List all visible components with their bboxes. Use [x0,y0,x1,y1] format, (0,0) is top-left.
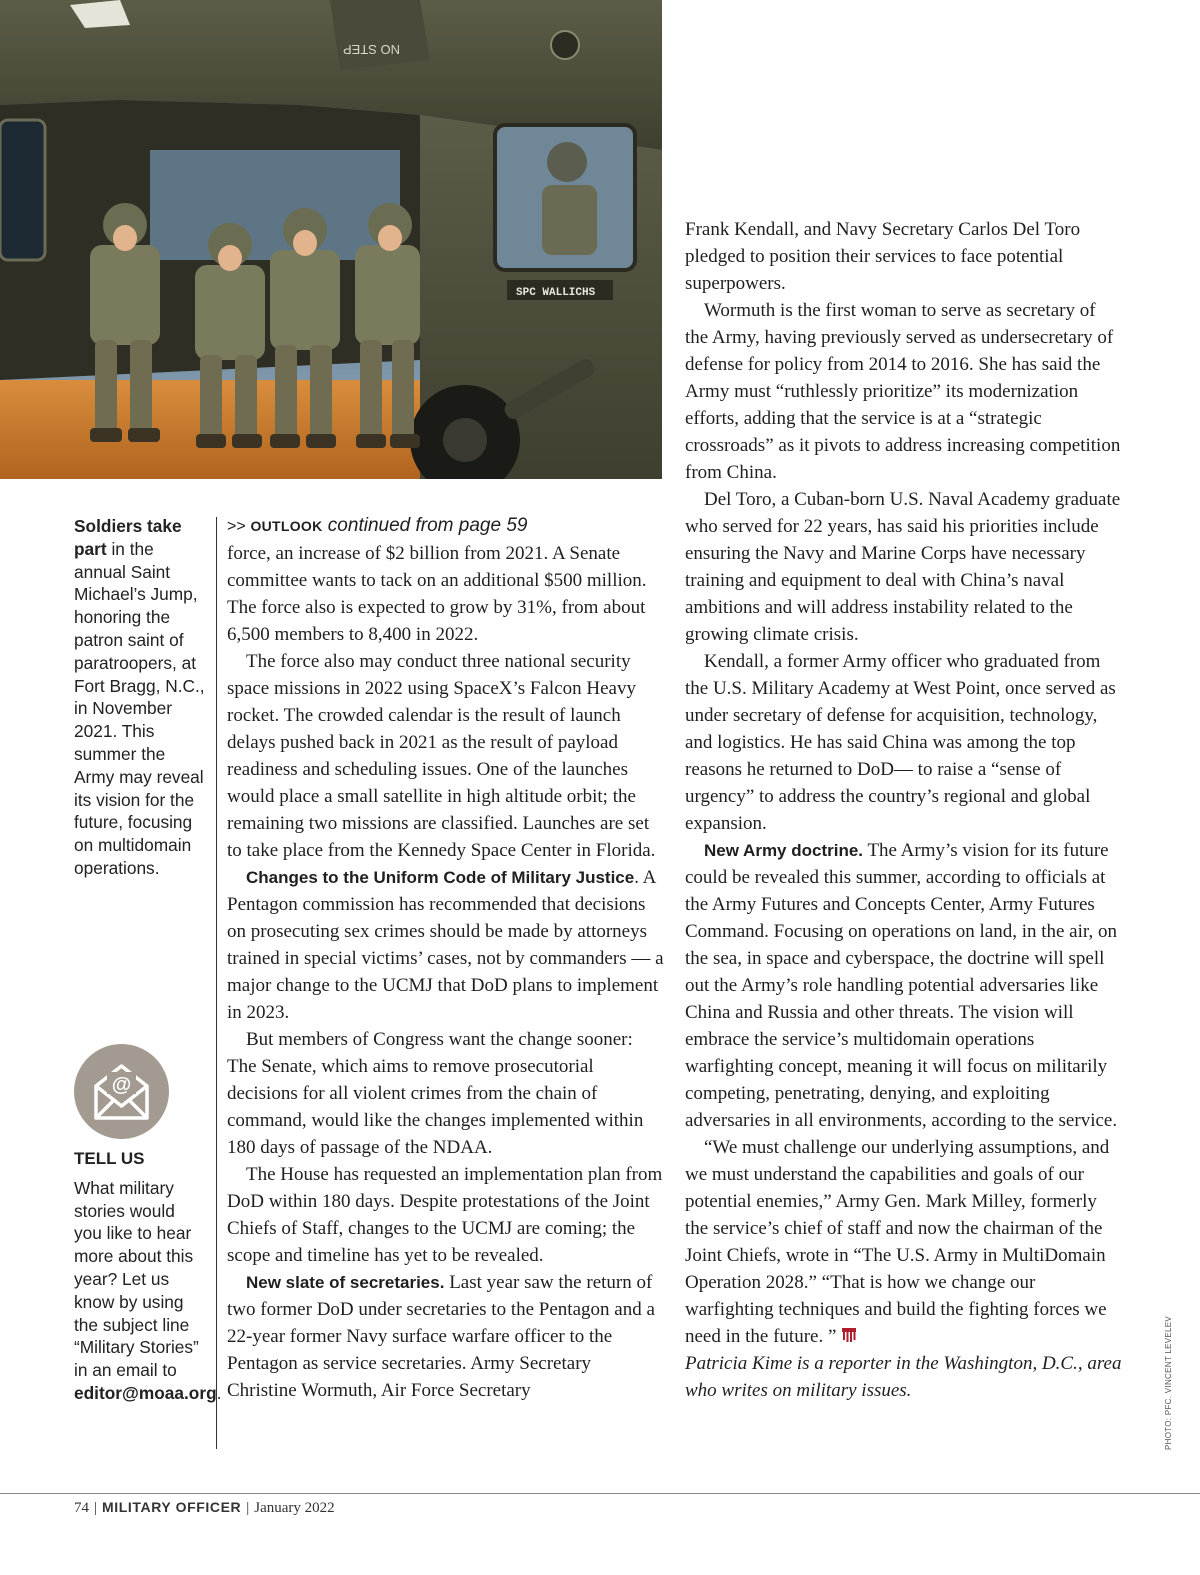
paragraph: New Army doctrine. The Army’s vision for its future could be revealed this summer, according to officials at the Army Futures and Concepts Center, Army Futures Command. Focusing on operations on land, in the air, on the sea, in space and cyberspace, the doctrine will spell out the Army’s role handling potential adversaries like China and Russia and other threats. The vision will embrace the service’s multidomain operations warfighting concept, meaning it will focus on militarily competing, penetrating, denying, and exploiting adversaries in all environments, according to the service. [685,840,1118,1131]
page-number: 74 [74,1500,89,1516]
end-mark-icon [842,1328,856,1343]
paragraph: The House has requested an implementation plan from DoD within 180 days. Despite protestations of the Joint Chiefs of Staff, changes to the UCMJ are coming; the scope and timeline has yet to be revealed. [227,1164,663,1266]
tell-us-heading: TELL US [74,1149,145,1168]
paragraph: New slate of secretaries. Last year saw the return of two former DoD under secretaries to the Pentagon and a 22-year former Navy surface warfare officer to the Pentagon as service secretaries. Army Secretary Christine Wormuth, Air Force Secretary [227,1272,655,1401]
tell-us-email[interactable]: editor@moaa.org [74,1382,217,1403]
caption-body: in the annual Saint Michael’s Jump, honoring the patron saint of paratroopers, at Fort Bragg, N.C., in November 2021. This summer the Army may reveal its vision for the future, focusing on multidomain operations. [74,538,205,878]
footer-rule [0,1493,1200,1494]
page-footer: 74 | MILITARY OFFICER | January 2022 [74,1499,335,1516]
column-divider [216,517,217,1449]
paragraph: Wormuth is the first woman to serve as secretary of the Army, having previously served as undersecretary of defense for policy from 2014 to 2016. She has said the Army must “ruthlessly prioritize” its modernization efforts, adding that the service is at a “strategic crossroads” as it pivots to address increasing competition from China. [685,300,1121,483]
paragraph: force, an increase of $2 billion from 2021. A Senate committee wants to tack on an additional $500 million. The force also is expected to grow by 31%, from about 6,500 members to 8,400 in 2022. [227,543,647,645]
paragraph: “We must challenge our underlying assumptions, and we must understand the capabilities and goals of our potential enemies,” Army Gen. Mark Milley, formerly the service’s chief of staff and now the chairman of the Joint Chiefs, wrote in “The U.S. Army in MultiDomain Operation 2028.” “That is how we change our warfighting techniques and build the fighting forces we need in the future. ” [685,1137,1110,1347]
paragraph: Kendall, a former Army officer who graduated from the U.S. Military Academy at West Point, once served as under secretary of defense for acquisition, technology, and logistics. He has said China was among the top reasons he returned to DoD— to raise a “sense of urgency” to address the country’s regional and global expansion. [685,651,1116,834]
helicopter-soldiers-photo [0,0,662,479]
article-column-2 [685,216,1122,1404]
name-plate: SPC WALLICHS [516,287,596,299]
subhead: Changes to the Uniform Code of Military Justice [246,868,635,887]
paragraph: Del Toro, a Cuban-born U.S. Naval Academy graduate who served for 22 years, has said his priorities include ensuring the Navy and Marine Corps have necessary training and equipment to deal with China’s naval ambitions and will address instability related to the growing climate crisis. [685,489,1121,645]
svg-text:@: @ [111,1074,132,1096]
paragraph: Changes to the Uniform Code of Military Justice. A Pentagon commission has recommended that decisions on prosecuting sex crimes should be made by attorneys trained in special victims’ cases, not by commanders — a major change to the UCMJ that DoD plans to implement in 2023. [227,867,664,1023]
section-label: OUTLOOK [250,518,323,534]
magazine-name: MILITARY OFFICER [102,1499,242,1515]
paragraph: Frank Kendall, and Navy Secretary Carlos Del Toro pledged to position their services to face potential superpowers. [685,219,1081,294]
caption-lead: Soldiers take part [74,516,182,559]
tell-us-box [74,1148,222,1405]
photo-caption [74,515,206,880]
article-column-1 [227,512,664,1404]
photo-credit: PHOTO: PFC. VINCENT LEVELEV [1164,1315,1173,1450]
subhead: New slate of secretaries. [246,1273,445,1292]
decal-no-step: NO STEP [342,42,400,57]
envelope-at-icon [74,1044,169,1139]
author-bio: Patricia Kime is a reporter in the Washington, D.C., area who writes on military issues. [685,1353,1122,1401]
subhead: New Army doctrine. [704,841,864,860]
paragraph: But members of Congress want the change sooner: The Senate, which aims to remove prosecutorial decisions for all violent crimes from the chain of command, would like the changes implemented within 180 days of passage of the NDAA. [227,1029,644,1158]
issue-date: January 2022 [254,1500,335,1516]
continued-line: >> OUTLOOK continued from page 59 [227,515,528,536]
paragraph: The force also may conduct three national security space missions in 2022 using SpaceX’s Falcon Heavy rocket. The crowded calendar is the result of launch delays pushed back in 2021 as the result of payload readiness and scheduling issues. One of the launches would place a small satellite in high altitude orbit; the remaining two missions are classified. Launches are set to take place from the Kennedy Space Center in Florida. [227,651,656,861]
tell-us-text: What military stories would you like to hear more about this year? Let us know by using the subject line “Military Stories” in an email to editor@moaa.org. [74,1177,222,1403]
photo-illustration [0,0,662,479]
